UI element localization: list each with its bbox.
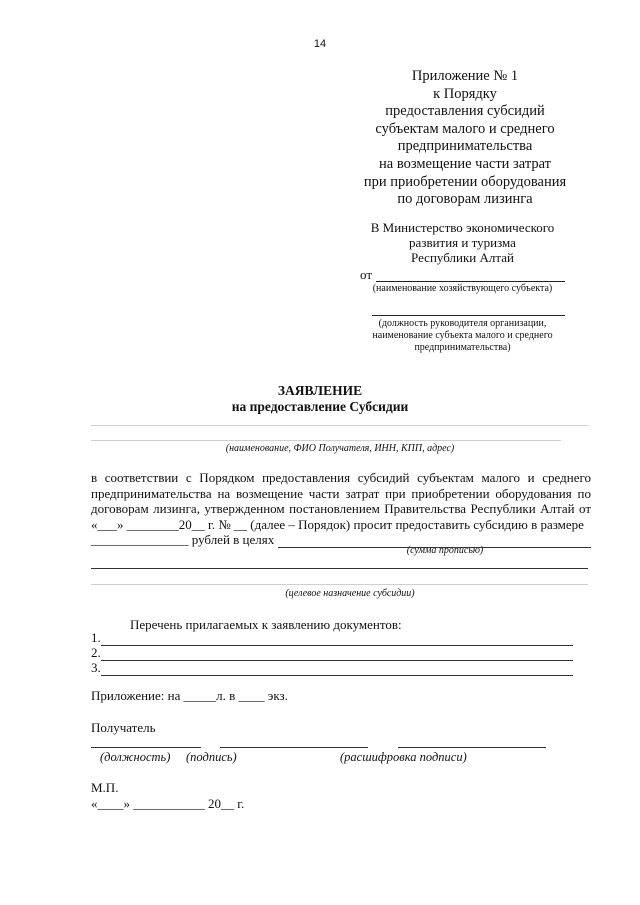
signature-field[interactable] (220, 747, 368, 748)
position-field[interactable] (91, 747, 201, 748)
addressee-block (360, 220, 565, 354)
document-item (91, 660, 573, 676)
applicant-hint: (наименование, ФИО Получателя, ИНН, КПП, адрес) (225, 443, 455, 454)
appendix-line: субъектам малого и среднего (375, 120, 555, 137)
statement-paragraph: в соответствии с Порядком предоставления субсидий субъектам малого и среднего предпринимательства на возмещение части затрат при приобретении оборудования по договорам лизинга, утвержденном постановлением Правительства Республики Алтай от «___» ________20__ г. № __ (далее – Порядок) просит предоставить субсидию в размере (91, 470, 591, 532)
appendix-line: предпринимательства (397, 138, 533, 155)
document-item (91, 645, 573, 661)
appendix-line: Приложение № 1 (411, 68, 519, 84)
appendix-header (340, 68, 590, 209)
document-item-number: 3. (91, 660, 101, 675)
appendix-line: по договорам лизинга (397, 191, 533, 208)
amount-label: _______________ рублей в целях (91, 532, 275, 547)
applicant-field-line[interactable] (91, 425, 588, 426)
title-line-2: на предоставление Субсидии (231, 399, 409, 414)
document-item (91, 630, 573, 646)
date-line: «____» ___________ 20__ г. (91, 796, 245, 811)
appendix-line: на возмещение части затрат (379, 155, 551, 172)
addressee-line: Республики Алтай (411, 250, 514, 265)
document-title (0, 383, 640, 415)
appendix-line: к Порядку (433, 85, 497, 102)
recipient-label: Получатель (91, 720, 156, 735)
decoding-field[interactable] (398, 747, 546, 748)
document-item-field[interactable] (101, 662, 573, 676)
document-item-number: 1. (91, 630, 101, 645)
from-hint: (наименование хозяйствующего субъекта) (372, 283, 553, 294)
appendix-line: при приобретении оборудования (363, 173, 567, 190)
head-field[interactable] (372, 295, 565, 316)
purpose-hint: (целевое назначение субсидии) (285, 588, 415, 599)
attachment-line: Приложение: на _____л. в ____ экз. (91, 688, 288, 703)
from-row (360, 267, 565, 282)
appendix-line: предоставления субсидий (385, 103, 545, 120)
page-number: 14 (313, 38, 327, 50)
from-field[interactable] (376, 268, 565, 282)
addressee-line: развития и туризма (409, 235, 516, 250)
statement-body (91, 470, 591, 548)
addressee-line: В Министерство экономического (370, 220, 555, 235)
applicant-field-line[interactable] (91, 440, 561, 441)
amount-hint: (сумма прописью) (406, 545, 484, 556)
document-item-field[interactable] (101, 647, 573, 661)
stamp-label: М.П. (91, 780, 119, 795)
decoding-label: (расшифровка подписи) (340, 750, 467, 764)
purpose-field-line[interactable] (91, 568, 588, 569)
documents-title: Перечень прилагаемых к заявлению документов: (130, 617, 402, 632)
purpose-field-line[interactable] (91, 584, 588, 585)
head-hint: (должность руководителя организации, наименование субъекта малого и среднего предпринимательства) (372, 318, 553, 353)
signature-label: (подпись) (186, 750, 237, 764)
title-line-1: ЗАЯВЛЕНИЕ (277, 383, 363, 398)
position-label: (должность) (100, 750, 171, 764)
document-item-number: 2. (91, 645, 101, 660)
document-item-field[interactable] (101, 632, 573, 646)
from-label: от (360, 267, 373, 282)
